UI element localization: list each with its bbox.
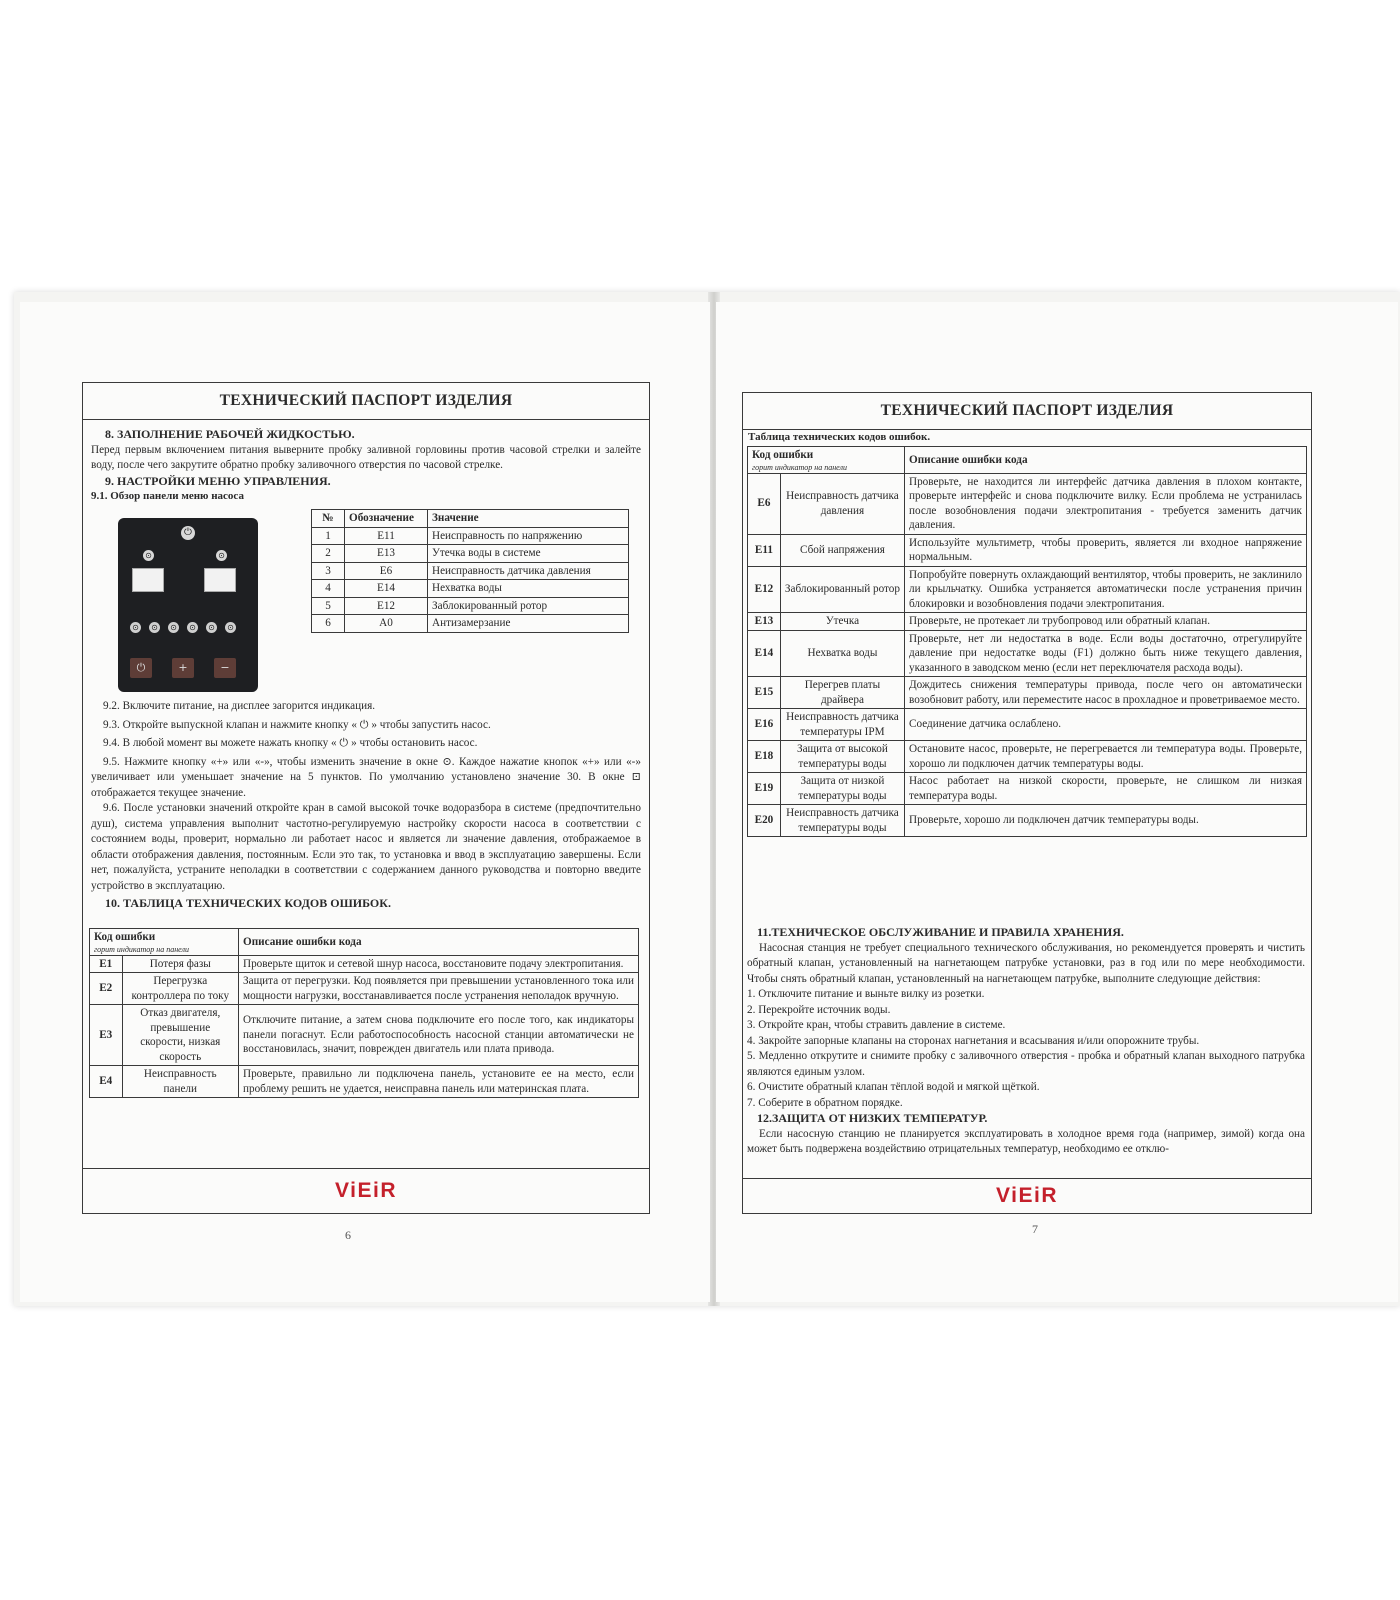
- codes-cell-designation: A0: [345, 615, 428, 633]
- section-12-title: 12.ЗАЩИТА ОТ НИЗКИХ ТЕМПЕРАТУР.: [757, 1111, 988, 1125]
- error-name: Защита от высокой температуры воды: [780, 741, 904, 773]
- codes-table-header: [312, 510, 629, 528]
- para-9-3: 9.3. Откройте выпускной клапан и нажмите кнопку « ⏻ » чтобы запустить насос.: [103, 718, 491, 731]
- section-9-title: 9. НАСТРОЙКИ МЕНЮ УПРАВЛЕНИЯ.: [105, 473, 331, 488]
- error-table-left-header: [90, 929, 639, 956]
- codes-cell-designation: E6: [345, 562, 428, 580]
- indicator-led-icon: ⊙: [130, 622, 141, 633]
- codes-cell-meaning: Антизамерзание: [428, 615, 629, 633]
- error-code: E2: [90, 973, 123, 1005]
- indicator-led-icon: ⊙: [149, 622, 160, 633]
- error-code: E14: [748, 630, 781, 677]
- maintenance-step: 4. Закройте запорные клапаны на сторонах нагнетания и всасывания и/или опорожните трубы.: [747, 1034, 1200, 1047]
- display-window-left: [132, 568, 164, 592]
- error-row: [748, 741, 1307, 773]
- error-name: Неисправность датчика температуры IPM: [780, 709, 904, 741]
- gauge-icon-left: ⊙: [143, 550, 154, 561]
- left-page-frame: [82, 382, 650, 1214]
- error-code: E19: [748, 773, 781, 805]
- indicator-led-icon: ⊙: [187, 622, 198, 633]
- error-name: Потеря фазы: [122, 955, 238, 973]
- codes-table: [311, 509, 629, 633]
- codes-cell-meaning: Неисправность по напряжению: [428, 527, 629, 545]
- err-right-col-code-label: Код ошибки: [752, 449, 814, 461]
- err-col-code-label: Код ошибки: [94, 931, 156, 943]
- error-description: Остановите насос, проверьте, не перегревается ли температура воды. Проверьте, хорошо ли подключен датчик температуры воды.: [905, 741, 1307, 773]
- error-description: Используйте мультиметр, чтобы проверить, является ли входное напряжение нормальным.: [905, 534, 1307, 566]
- error-name: Отказ двигателя, превышение скорости, низкая скорость: [122, 1005, 238, 1066]
- steps-9: [91, 699, 641, 912]
- err-col-code-sub: горит индикатор на панели: [94, 944, 190, 954]
- codes-cell-meaning: Утечка воды в системе: [428, 545, 629, 563]
- para-9-5: 9.5. Нажмите кнопку «+» или «-», чтобы изменить значение в окне ⊙. Каждое нажатие кнопок «+» или «-» увеличивает или уменьшает значение на 5 пунктов. По умолчанию установлено значение 30. В окне ⊡ отображается текущее значение.: [91, 755, 641, 799]
- maintenance-step: 7. Соберите в обратном порядке.: [747, 1096, 903, 1109]
- codes-cell-no: 1: [312, 527, 345, 545]
- left-page-header: ТЕХНИЧЕСКИЙ ПАСПОРТ ИЗДЕЛИЯ: [83, 383, 649, 420]
- indicator-led-icon: ⊙: [206, 622, 217, 633]
- maintenance-step: 2. Перекройте источник воды.: [747, 1003, 891, 1016]
- maintenance-steps: [747, 987, 1305, 1111]
- error-code: E4: [90, 1066, 123, 1098]
- codes-cell-designation: E12: [345, 597, 428, 615]
- pump-control-panel: [118, 518, 258, 692]
- gauge-icon-right: ⊙: [216, 550, 227, 561]
- error-code: E12: [748, 566, 781, 613]
- error-code: E3: [90, 1005, 123, 1066]
- vieir-logo-right: ViEiR: [996, 1184, 1058, 1207]
- error-name: Неисправность датчика температуры воды: [780, 805, 904, 837]
- para-9-6: 9.6. После установки значений откройте кран в самой высокой точке водоразбора в системе (предпочтительно душ), система управления выполнит частотно-регулируемую настройку скорости насоса в соответствии с состоянием воды, проверит, нормально ли работает насос и является ли значение давления, отображаемое в области отображения давления, постоянным. Если это так, то установка и ввод в эксплуатацию завершены. Если нет, пожалуйста, устраните неполадки в соответствии с содержанием данного руководства и повторно введите устройство в эксплуатацию.: [91, 802, 641, 892]
- error-code: E16: [748, 709, 781, 741]
- codes-col-designation: Обозначение: [345, 510, 428, 528]
- err-col-code: [90, 929, 239, 956]
- error-description: Проверьте, нет ли недостатка в воде. Если воды достаточно, отрегулируйте давление при недостатке воды (F1) должно быть ниже текущего давления, указанного в заводском меню (если нет переключателя расхода воды).: [905, 630, 1307, 677]
- right-page-frame: [742, 392, 1312, 1214]
- display-window-right: [204, 568, 236, 592]
- error-description: Насос работает на низкой скорости, проверьте, не слишком ли низкая температура воды.: [905, 773, 1307, 805]
- codes-cell-designation: E14: [345, 580, 428, 598]
- codes-cell-no: 5: [312, 597, 345, 615]
- codes-cell-no: 6: [312, 615, 345, 633]
- plus-key[interactable]: +: [172, 658, 194, 678]
- error-description: Проверьте, не находится ли интерфейс датчика давления в плохом контакте, проверьте интерфейс и снова подключите вилку. Если проблема не устранилась после возобновления подачи электропитания - требуется заменить датчик давления.: [905, 473, 1307, 534]
- error-row: [90, 1005, 639, 1066]
- error-description: Защита от перегрузки. Код появляется при превышении установленного тока или мощности нагрузки, восстанавливается после устранения неполадок вручную.: [239, 973, 639, 1005]
- maintenance-step: 6. Очистите обратный клапан тёплой водой и мягкой щёткой.: [747, 1081, 1040, 1093]
- err-right-col-code-sub: горит индикатор на панели: [752, 462, 848, 472]
- section-11-title: 11.ТЕХНИЧЕСКОЕ ОБСЛУЖИВАНИЕ И ПРАВИЛА ХРАНЕНИЯ.: [757, 925, 1124, 939]
- error-name: Утечка: [780, 613, 904, 631]
- error-table-right: [747, 446, 1307, 837]
- codes-cell-designation: E11: [345, 527, 428, 545]
- maintenance-step: 1. Отключите питание и выньте вилку из розетки.: [747, 988, 985, 1000]
- error-name: Перегрев платы драйвера: [780, 677, 904, 709]
- indicator-led-icon: ⊙: [168, 622, 179, 633]
- para-9-2: 9.2. Включите питание, на дисплее загорится индикация.: [103, 700, 376, 712]
- error-row: [90, 955, 639, 973]
- error-table-left: [89, 928, 639, 1098]
- err-right-col-code: [748, 447, 905, 474]
- codes-cell-meaning: Нехватка воды: [428, 580, 629, 598]
- section-8: [91, 427, 641, 505]
- error-row: [748, 473, 1307, 534]
- codes-col-meaning: Значение: [428, 510, 629, 528]
- section-11: [747, 925, 1305, 1158]
- codes-table-row: [312, 597, 629, 615]
- error-name: Заблокированный ротор: [780, 566, 904, 613]
- error-description: Отключите питание, а затем снова подключите его после того, как индикаторы панели погаснут. Если работоспособность насосной станции автоматически не восстановилась, значит, поврежден двигатель или плата привода.: [239, 1005, 639, 1066]
- error-row: [748, 630, 1307, 677]
- error-description: Попробуйте повернуть охлаждающий вентилятор, чтобы проверить, не заклинило ли крыльчатку. Ошибка устраняется автоматически после устранения причин блокировки и возобновления подачи электропитания.: [905, 566, 1307, 613]
- error-description: Проверьте, не протекает ли трубопровод или обратный клапан.: [905, 613, 1307, 631]
- error-name: Неисправность датчика давления: [780, 473, 904, 534]
- error-row: [90, 973, 639, 1005]
- error-description: Проверьте, правильно ли подключена панель, установите ее на место, если проблему решить не удается, неисправна панель или материнская плата.: [239, 1066, 639, 1098]
- page-number-left: 6: [345, 1228, 351, 1242]
- section-8-title: 8. ЗАПОЛНЕНИЕ РАБОЧЕЙ ЖИДКОСТЬЮ.: [105, 427, 355, 441]
- codes-cell-no: 4: [312, 580, 345, 598]
- error-name: Перегрузка контроллера по току: [122, 973, 238, 1005]
- power-icon: ⏻: [181, 526, 195, 540]
- codes-table-row: [312, 562, 629, 580]
- error-name: Неисправность панели: [122, 1066, 238, 1098]
- right-table-title: Таблица технических кодов ошибок.: [748, 431, 931, 443]
- error-code: E13: [748, 613, 781, 631]
- error-code: E11: [748, 534, 781, 566]
- codes-cell-no: 2: [312, 545, 345, 563]
- section-9-1-title: 9.1. Обзор панели меню насоса: [91, 490, 244, 502]
- booklet-spread: [14, 292, 1400, 1306]
- vieir-logo: ViEiR: [335, 1179, 397, 1202]
- error-code: E1: [90, 955, 123, 973]
- indicator-led-icon: ⊙: [225, 622, 236, 633]
- error-code: E6: [748, 473, 781, 534]
- codes-table-row: [312, 527, 629, 545]
- error-description: Проверьте щиток и сетевой шнур насоса, восстановите подачу электропитания.: [239, 955, 639, 973]
- codes-cell-designation: E13: [345, 545, 428, 563]
- err-col-desc: Описание ошибки кода: [239, 929, 639, 956]
- error-row: [748, 534, 1307, 566]
- error-name: Защита от низкой температуры воды: [780, 773, 904, 805]
- right-page-header: ТЕХНИЧЕСКИЙ ПАСПОРТ ИЗДЕЛИЯ: [743, 393, 1311, 430]
- error-row: [748, 773, 1307, 805]
- error-table-right-header: [748, 447, 1307, 474]
- error-code: E20: [748, 805, 781, 837]
- error-description: Проверьте, хорошо ли подключен датчик температуры воды.: [905, 805, 1307, 837]
- error-row: [748, 613, 1307, 631]
- error-row: [748, 805, 1307, 837]
- section-12-text: Если насосную станцию не планируется эксплуатировать в холодное время года (например, зимой) когда она может быть подвержена воздействию отрицательных температур, необходимо ее отклю-: [747, 1127, 1305, 1155]
- error-code: E18: [748, 741, 781, 773]
- right-page-footer: [743, 1178, 1311, 1213]
- codes-cell-meaning: Заблокированный ротор: [428, 597, 629, 615]
- codes-cell-meaning: Неисправность датчика давления: [428, 562, 629, 580]
- error-row: [90, 1066, 639, 1098]
- codes-table-row: [312, 545, 629, 563]
- codes-cell-no: 3: [312, 562, 345, 580]
- maintenance-step: 3. Откройте кран, чтобы стравить давление в системе.: [747, 1019, 1006, 1031]
- maintenance-step: 5. Медленно открутите и снимите пробку с заливочного отверстия - пробка и обратный клапан выходного патрубка являются единым узлом.: [747, 1050, 1305, 1078]
- error-code: E15: [748, 677, 781, 709]
- section-8-text: Перед первым включением питания выверните пробку заливной горловины против часовой стрелки и залейте воду, после чего закрутите обратно пробку заливочного отверстия по часовой стрелке.: [91, 443, 641, 471]
- error-name: Сбой напряжения: [780, 534, 904, 566]
- error-name: Нехватка воды: [780, 630, 904, 677]
- section-10-title: 10. ТАБЛИЦА ТЕХНИЧЕСКИХ КОДОВ ОШИБОК.: [105, 896, 391, 910]
- codes-table-row: [312, 580, 629, 598]
- codes-col-no: №: [312, 510, 345, 528]
- codes-table-row: [312, 615, 629, 633]
- err-right-col-desc: Описание ошибки кода: [905, 447, 1307, 474]
- error-description: Соединение датчика ослаблено.: [905, 709, 1307, 741]
- error-row: [748, 677, 1307, 709]
- para-9-4: 9.4. В любой момент вы можете нажать кнопку « ⏻ » чтобы остановить насос.: [103, 737, 478, 749]
- error-description: Дождитесь снижения температуры привода, после чего он автоматически возобновит работу, или переместите насос в прохладное и проветриваемое место.: [905, 677, 1307, 709]
- power-key[interactable]: ⏻: [130, 658, 152, 678]
- error-row: [748, 709, 1307, 741]
- page-left: [20, 302, 710, 1302]
- minus-key[interactable]: −: [214, 658, 236, 678]
- error-row: [748, 566, 1307, 613]
- section-11-text: Насосная станция не требует специального технического обслуживания, но рекомендуется проверять и чистить обратный клапан, установленный на нагнетающем патрубке установки, раз в год или по мере необходимости. Чтобы снять обратный клапан, установленный на нагнетающем патрубке, выполните следующие действия:: [747, 941, 1305, 985]
- page-right: [716, 302, 1398, 1302]
- page-number-right: 7: [1032, 1222, 1038, 1236]
- left-page-footer: [83, 1168, 649, 1213]
